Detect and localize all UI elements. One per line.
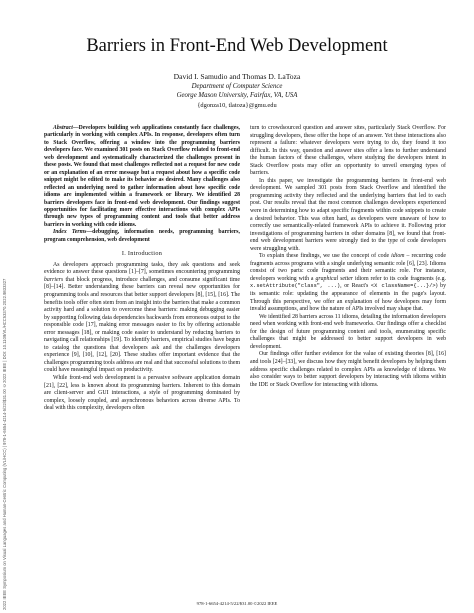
right-column: [250, 125, 446, 389]
code-classname: <X className={...}/>: [370, 283, 436, 290]
authors: David I. Samudio and Thomas D. LaToza: [173, 72, 301, 81]
index-terms-lead: Index Terms: [53, 229, 87, 236]
affiliation-university: George Mason University, Fairfax, VA, USA: [176, 92, 298, 99]
code-set-attribute: x.setAttribute("class", ...): [250, 283, 341, 290]
abstract-lead: Abstract: [53, 125, 73, 131]
author-email: {dgonza10, tlatoza}@gmu.edu: [197, 102, 277, 109]
left-column: [44, 125, 240, 413]
index-terms-text: —debugging, information needs, programming barriers, program comprehension, web development: [44, 229, 240, 243]
abstract-text: —Developers building web applications constantly face challenges, particularly in working with complex APIs. In response, developers often turn to Stack Overflow, offering a window into the programming barriers developers face. We examined 301 posts on Stack Overflow related to front-end web development and systematically characterized the challenges present in these posts. We found that most challenges reflected not a request for new code or an explanation of an error message but a request about how a specific code snippet might be edited to make its behavior as desired. Many challenges also reflected an underlying need to gather information about how specific code idioms are implemented within a framework or library. We identified 28 barriers developers face in front-end web development. Our findings suggest opportunities for facilitating more effective interactions with complex APIs through new types of programming content and tools that better address barriers in working with code idioms.: [44, 125, 240, 228]
abstract: [44, 125, 240, 229]
right-paragraph-5: Our findings offer further evidence for the value of existing theories [8], [16] and tools [24]–[33], we discuss how they might benefit developers by helping them address specific challenges related to complex APIs as knowledge of idioms. We also consider ways to better support developers by interacting with idioms within the IDE or Stack Overflow for interacting with idioms.: [250, 351, 446, 388]
doi-sidebar: 2022 IEEE Symposium on Visual Languages and Human-Centric Computing (VL/HCC) | 978-1-6654-4214-5/22/$31.00 ©2022 IEEE | DOI: 10.1109/VL/HCC53370.2022.9833327: [2, 278, 7, 610]
paper-title: Barriers in Front-End Web Development: [86, 36, 388, 56]
intro-paragraph-2: While front-end web development is a pervasive software application domain [21], [22], less is known about its programming barriers. Inherent to this domain are client-server and GUI interactions, a style of programming dominated by complex, loosely coupled, and asynchronous behaviors across diverse APIs. To deal with this complexity, developers often: [44, 375, 240, 412]
page-footer: 978-1-6654-4214-5/22/$31.00 ©2022 IEEE: [196, 601, 278, 606]
affiliation-department: Department of Computer Science: [191, 83, 283, 90]
right-paragraph-3: To explain these findings, we use the concept of code idiom – recurring code fragments across programs with a single underlying semantic role [6], [23]. Idioms consist of two parts: code fragments and their semantic role. For instance, developers working with a graphical setter idiom refer to its code fragments (e.g. x.setAttribute("class", ...), or React's <X className={...}/>) by its semantic role: updating the appearance of elements in the page's layout. Through this perspective, we offer an explanation of how developers may form invalid assumptions, and how the nature of APIs involved may shape that.: [250, 253, 446, 313]
index-terms: [44, 229, 240, 244]
intro-paragraph-1: As developers approach programming tasks, they ask questions and seek evidence to answer these questions [1]–[7], sometimes encountering programming barriers that block progress, introduce challenges, and consume significant time [8]–[14]. Better understanding these barriers can reveal new opportunities for programming tools and resources that better support developers [8], [15], [16]. The benefits tools offer often stem from an insight into the barriers that make a common activity hard and a solution to overcome these barriers: making debugging easier by supporting following data dependencies backwards from erroneous output to the responsible code [17], making error messages easier to fix by offering actionable error messages [18], or making code easier to understand by reducing barriers to navigating call relationships [19]. To identify barriers, empirical studies have begun to catalog the questions that developers ask and the challenges developers experience [9], [10], [12], [20]. These studies offer important evidence that the challenges programming tools address are real and that successful solutions to them could have meaningful impact on productivity.: [44, 261, 240, 374]
idiom-emphasis: idiom: [391, 253, 405, 260]
barriers-emphasis: barriers: [44, 276, 64, 283]
right-paragraph-2: In this paper, we investigate the programming barriers in front-end web development. We sampled 301 posts from Stack Overflow and identified the programming activity they reflected and the underlying barriers that led to each post. Our results reveal that the most common challenges developers experienced were in determining how to adapt specific fragments within code snippets to create a desired behavior. This was often hard, as developers were unaware of how to correctly use semantically-related framework APIs to achieve it. Following prior investigations of programming barriers in other domains [8], we found that front-end web development barriers were strongly tied to the type of code developers were struggling with.: [250, 177, 446, 252]
right-paragraph-4: We identified 28 barriers across 11 idioms, detailing the information developers need when working with front-end web frameworks. Our findings offer a checklist for the design of future programming content and tools, enumerating specific challenges that might be addressed to better support developers in web development.: [250, 313, 446, 350]
section-heading-introduction: I. Introduction: [121, 250, 163, 258]
right-paragraph-1: turn to crowdsourced question and answer sites, particularly Stack Overflow. For struggling developers, these offer the hope of an answer. Yet these interactions also represent a failure: whatever developers were trying to do, they found it too difficult. In this way, question and answer sites offer a lens to further understand the human factors of these challenges, where studying the developers intent in Stack Overflow posts may offer an opportunity to unveil emerging types of barriers.: [250, 125, 446, 177]
graphical-setter-emphasis: graphical setter: [315, 275, 354, 282]
affiliation: [0, 82, 474, 100]
